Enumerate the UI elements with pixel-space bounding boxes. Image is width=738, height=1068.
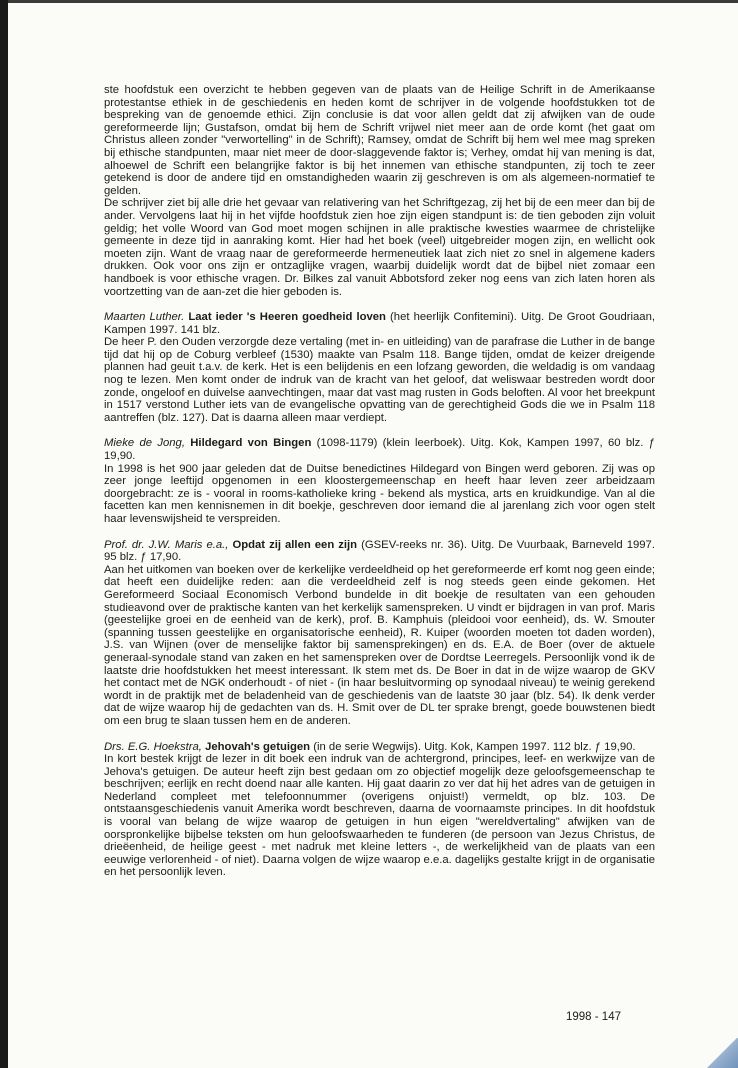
review-body: Aan het uitkomen van boeken over de kerkelijke verdeeldheid op het gereformeerde erf komt nog geen einde; dat heeft een duidelijke reden: aan die verdeeldheid zelf is nog steeds geen einde gekomen. Het Gereformeerd Sociaal Economisch Verbond bundelde in dit boekje de resultaten van een gehouden studieavond over de praktische kanten van het kerkelijk samenspreken. U vindt er bijdragen in van prof. Maris (geestelijke groei en de eenheid van de kerk), prof. B. Kamphuis (pleidooi voor eenheid), ds. W. Smouter (spanning tussen geestelijke en organisatorische eenheid), R. Kuiper (woorden moeten tot daden worden), J.S. van Wijnen (over de menselijke faktor bij samensprekingen) en ds. E.A. de Boer (over de aktuele generaal-synodale stand van zaken en het samenspreken over de Dordtse Leerregels. Persoonlijk vond ik de laatste drie hoofdstukken het meest interessant. Ik stem met ds. De Boer in dat in de wijze waarop de GKV het contact met de NGK onderhoudt - of niet - (in haar besluitvorming op synodaal niveau) te weinig gerekend wordt in de praktijk met de beladenheid van de geschiedenis van de laatste 30 jaar (blz. 54). Ik denk verder dat de wijze waarop hij de gedachten van ds. H. Smit over de DL ter sprake brengt, goede bouwstenen biedt om een brug te slaan tussen hem en de anderen. [104, 563, 655, 727]
review-publication-info: (in de serie Wegwijs). Uitg. Kok, Kampen 1997. 112 blz. ƒ 19,90. [310, 740, 636, 753]
review-publication-info: (GSEV-reeks nr. 36). Uitg. De Vuurbaak, Barneveld 1997. 95 blz. ƒ 17,90. [104, 538, 655, 564]
page-corner-fold [698, 1038, 738, 1068]
scan-top-edge [0, 0, 738, 3]
page-number: 1998 - 147 [566, 1011, 621, 1023]
review-publication-info: (1098-1179) (klein leerboek). Uitg. Kok, Kampen 1997, 60 blz. ƒ 19,90. [104, 437, 655, 463]
review-body: In kort bestek krijgt de lezer in dit boek een indruk van de achtergrond, principes, leef- en werkwijze van de Jehova's getuigen. De auteur heeft zijn best gedaan om zo objectief mogelijk deze geloofsgemeenschap te beschrijven; eerlijk en recht doend naar alle kanten. Hij gaat daarin zo ver dat hij het adres van de getuigen in Nederland compleet met telefoonnummer (overigens onjuist!) vermeldt, op blz. 103. De ontstaansgeschiedenis vanuit Amerika wordt beschreven, daarna de voornaamste principes. In dit hoofdstuk is vooral van belang de wijze waarop de getuigen in hun eigen "wereldvertaling" afwijken van de oorspronkelijke bijbelse teksten om hun geloofswaarheden te funderen (de persoon van Jezus Christus, de drieëenheid, de heilige geest - met nadruk met kleine letters -, de werkelijkheid van de plaats van een eeuwige verlorenheid - of niet). Daarna volgen de wijze waarop e.e.a. dagelijks gestalte krijgt in de organisatie en het persoonlijk leven. [104, 753, 655, 879]
review-jehovah [104, 741, 655, 880]
review-author: Drs. E.G. Hoekstra, [104, 740, 202, 753]
review-publication-info: (het heerlijk Confitemini). Uitg. De Groot Goudriaan, Kampen 1997. 141 blz. [104, 311, 655, 336]
review-author: Prof. dr. J.W. Maris e.a., [104, 538, 229, 551]
review-luther [104, 311, 655, 424]
review-author: Maarten Luther. [104, 311, 185, 324]
review-body: In 1998 is het 900 jaar geleden dat de Duitse benedictines Hildegard von Bingen werd geboren. Zij was op zeer jonge leeftijd opgenomen in een kloostergemeenschap en heeft haar leven zeer arbeidzaam doorgebracht: ze is - vooral in rooms-katholieke kring - bekend als mystica, arts en kruidkundige. Van al die facetten kan men kennisnemen in dit boekje, geschreven door iemand die al jarenlang zich voor ogen stelt haar levenswijsheid te verspreiden. [104, 462, 655, 525]
review-heading [104, 437, 655, 462]
intro-paragraph-1: ste hoofdstuk een overzicht te hebben gegeven van de plaats van de Heilige Schrift in de Amerikaanse protestantse ethiek in de geschiedenis en heden komt de schrijver in de volgende hoofdstukken tot de bespreking van de genoemde ethici. Zijn conclusie is dat voor allen geldt dat zij afwijken van de oude gereformeerde lijn; Gustafson, omdat bij hem de Schrift vrijwel niet meer aan de orde komt (het gaat om Christus alleen zonder "verwortelling" in de Schrift); Ramsey, omdat de Schrift bij hem wel mee mag spreken bij ethische standpunten, maar niet meer de door-slaggevende faktor is; Verhey, omdat hij van mening is dat, alhoewel de Schrift een belangrijke faktor is bij het innemen van ethische standpunten, zij toch te zeer getekend is door de andere tijd en omstandigheden waarin zij geschreven is om als algemeen-normatief te gelden. [104, 84, 655, 197]
review-body: De heer P. den Ouden verzorgde deze vertaling (met in- en uitleiding) van de parafrase die Luther in de bange tijd dat hij op de Coburg verbleef (1530) maakte van Psalm 118. Bange tijden, omdat de keizer dreigende plannen had geuit t.a.v. de kerk. Het is een belijdenis en een lofzang geworden, die weldadig is om vandaag nog te lezen. Men komt onder de indruk van de kracht van het geloof, dat weliswaar bestreden wordt door zonde, ongeloof en duivelse aanvechtingen, maar dat vast mag rusten in Gods beloften. Al voor het breekpunt in 1517 verstond Luther iets van de evangelische opvatting van de gerechtigheid Gods die we in Psalm 118 aantreffen (blz. 127). Dat is daarna alleen maar verdiept. [104, 336, 655, 424]
review-title: Hildegard von Bingen [190, 437, 312, 450]
intro-paragraph-2: De schrijver ziet bij alle drie het gevaar van relativering van het Schriftgezag, zij het bij de een meer dan bij de ander. Vervolgens laat hij in het vijfde hoofdstuk zien hoe zijn eigen standpunt is: de tien geboden zijn voluit geldig; het volle Woord van God moet mogen schijnen in alle praktische kwesties waarmee de christelijke gemeente in deze tijd in aanraking komt. Hier had het boek (veel) uitgebreider mogen zijn, en wellicht ook moeten zijn. Want de vraag naar de gereformeerde hermeneutiek laat zich niet zo snel in algemene kaders drukken. Ook voor ons zijn er ontzaglijke vragen, waarbij duidelijk wordt dat de bijbel niet zomaar een handboek is voor ethische vragen. Dr. Bilkes zal vanuit Abbotsford zeker nog eens van zich laten horen als voortzetting van de aan-zet die hier geboden is. [104, 197, 655, 298]
review-heading [104, 539, 655, 564]
review-author: Mieke de Jong, [104, 437, 185, 450]
scan-left-edge [0, 0, 8, 1068]
review-title: Opdat zij allen een zijn [232, 538, 358, 551]
review-opdat [104, 539, 655, 728]
review-title: Laat ieder 's Heeren goedheid loven [188, 311, 386, 324]
review-heading [104, 741, 655, 754]
review-heading [104, 311, 655, 336]
review-hildegard [104, 437, 655, 525]
intro-review-continuation [104, 84, 655, 298]
review-title: Jehovah's getuigen [205, 740, 311, 753]
page-body [104, 84, 655, 879]
